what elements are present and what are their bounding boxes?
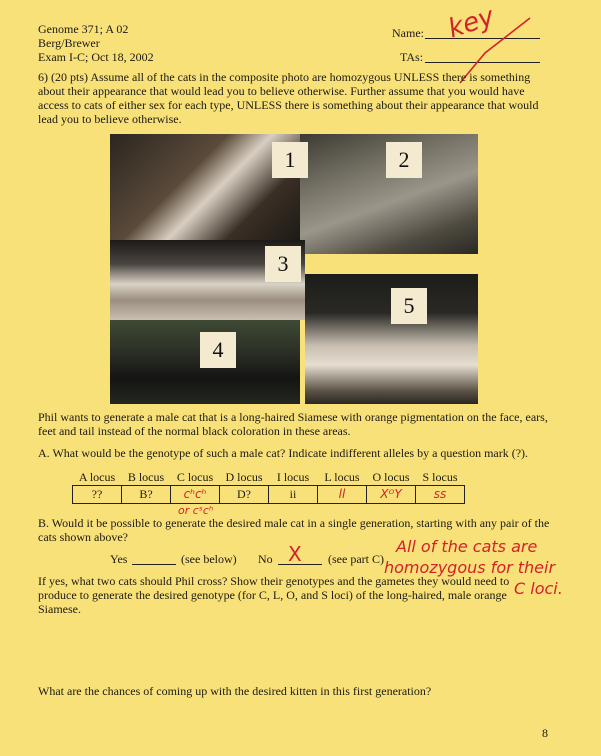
part-a-prompt: A. What would be the genotype of such a male cat? Indicate indifferent alleles by a question mark (?). — [38, 446, 529, 460]
part-b-prompt: B. Would it be possible to generate the desired male cat in a single generation, starting with any pair of the cats shown above? — [38, 516, 550, 544]
photo-label-1: 1 — [272, 142, 308, 178]
instructors: Berg/Brewer — [38, 36, 100, 50]
printed-allele: D? — [237, 487, 251, 501]
handwritten-allele: XᴼY — [380, 487, 402, 501]
c-locus-note: or cˢcʰ — [178, 504, 214, 517]
chances-question: What are the chances of coming up with the desired kitten in this first generation? — [38, 684, 432, 698]
question-goal: Phil wants to generate a male cat that is a long-haired Siamese with orange pigmentation on the face, ears, feet and tail instead of the normal black coloration in these areas. — [38, 410, 548, 438]
handwritten-line: All of the cats are — [396, 537, 538, 556]
name-handwriting: key — [444, 1, 498, 45]
header-info — [38, 22, 154, 64]
printed-allele: ii — [289, 487, 297, 501]
exam-date: Exam I-C; Oct 18, 2002 — [38, 50, 154, 64]
yes-note: (see below) — [181, 552, 237, 566]
photo-label-2: 2 — [386, 142, 422, 178]
name-label: Name: — [392, 26, 424, 40]
genotype-cell-i — [269, 486, 318, 504]
handwritten-allele: ss — [433, 487, 447, 501]
part-b-followup: If yes, what two cats should Phil cross? Show their genotypes and the gametes they would need to produce to generate the desired genotype (for C, L, O, and S loci) of the long-haired, male orange Siamese. — [38, 574, 510, 616]
printed-allele: ?? — [91, 487, 103, 501]
cat-photo-composite — [110, 134, 478, 404]
photo-label-5: 5 — [391, 288, 427, 324]
handwritten-allele: cʰcʰ — [183, 487, 207, 501]
ta-label: TAs: — [400, 50, 424, 64]
locus-header: D locus — [225, 470, 263, 484]
genotype-cell-b — [122, 486, 171, 504]
no-answer-mark: X — [288, 542, 302, 566]
no-label: No — [258, 552, 273, 566]
course-code: Genome 371; A 02 — [38, 22, 129, 36]
question-intro: 6) (20 pts) Assume all of the cats in the composite photo are homozygous UNLESS there is something about their appearance that would lead you to believe otherwise. Further assume that you would have access to cats of either sex for each type, UNLESS there is something about their appearance that would lead you to believe otherwise. — [38, 70, 539, 126]
no-note: (see part C) — [328, 552, 384, 566]
genotype-cell-a — [73, 486, 122, 504]
handwritten-allele: ll — [338, 487, 346, 501]
handwritten-line: homozygous for their — [384, 558, 556, 577]
genotype-table — [72, 470, 465, 504]
locus-header: S locus — [422, 470, 458, 484]
photo-label-3: 3 — [265, 246, 301, 282]
genotype-cell-c — [171, 486, 220, 504]
printed-allele: B? — [139, 487, 153, 501]
yes-blank — [132, 564, 176, 565]
locus-header: A locus — [78, 470, 116, 484]
locus-header: O locus — [372, 470, 410, 484]
locus-header: B locus — [127, 470, 165, 484]
page-number: 8 — [542, 726, 548, 740]
locus-header: C locus — [176, 470, 214, 484]
handwritten-line: C loci. — [514, 579, 563, 598]
genotype-cell-d — [220, 486, 269, 504]
genotype-cell-l — [318, 486, 367, 504]
genotype-cell-o — [367, 486, 416, 504]
genotype-cell-s — [416, 486, 465, 504]
yes-label: Yes — [110, 552, 128, 566]
locus-header: L locus — [324, 470, 360, 484]
photo-label-4: 4 — [200, 332, 236, 368]
locus-header: I locus — [276, 470, 310, 484]
